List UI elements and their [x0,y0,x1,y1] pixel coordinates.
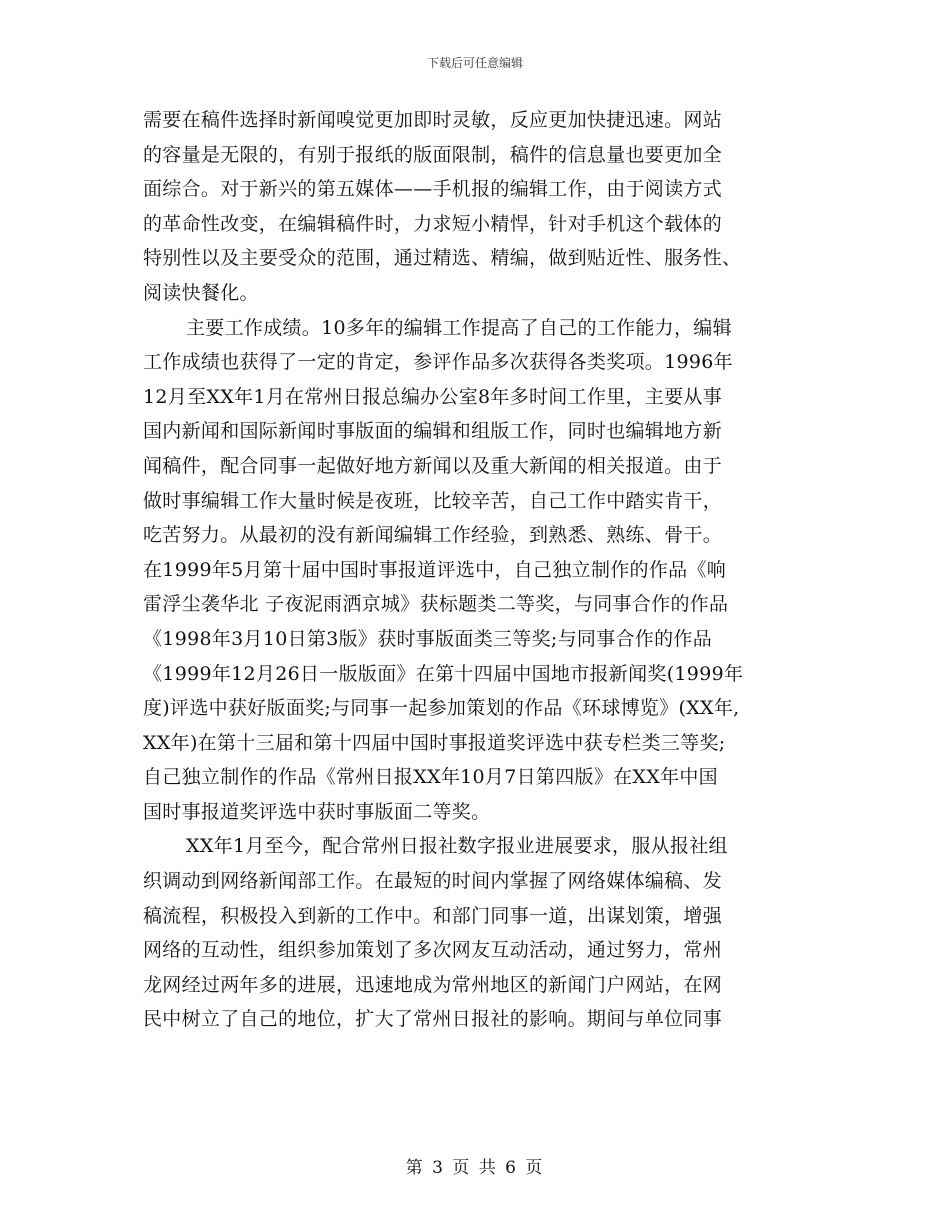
document-body [143,103,843,1037]
text-line: 《1998年3月10日第3版》获时事版面类三等奖;与同事合作的作品 [143,627,713,650]
text-line: 稿流程，积极投入到新的工作中。和部门同事一道，出谋划策，增强 [143,904,723,927]
text-line: 度)评选中获好版面奖;与同事一起参加策划的作品《环球博览》(XX年, [143,697,740,720]
text-line: 的容量是无限的，有别于报纸的版面限制，稿件的信息量也要更加全 [143,143,723,166]
text-line: 网络的互动性，组织参加策划了多次网友互动活动，通过努力，常州 [143,939,723,962]
page-number-footer: 第 3 页 共 6 页 [405,1158,545,1178]
paragraph-first-line: XX年1月至今，配合常州日报社数字报业进展要求，服从报社组 [186,835,728,858]
text-line: 国内新闻和国际新闻时事版面的编辑和组版工作，同时也编辑地方新 [143,420,723,443]
text-line: 吃苦努力。从最初的没有新闻编辑工作经验，到熟悉、熟练、骨干。 [143,524,723,547]
text-line: 国时事报道奖评选中获时事版面二等奖。 [143,800,491,823]
text-line: 的革命性改变，在编辑稿件时，力求短小精悍，针对手机这个载体的 [143,212,723,235]
page-header: 下载后可任意编辑 [426,56,523,70]
text-line: 特别性以及主要受众的范围，通过精选、精编，做到贴近性、服务性、 [143,247,742,270]
text-line: 民中树立了自己的地位，扩大了常州日报社的影响。期间与单位同事 [143,1008,723,1031]
text-line: 闻稿件，配合同事一起做好地方新闻以及重大新闻的相关报道。由于 [143,454,723,477]
text-line: 12月至XX年1月在常州日报总编办公室8年多时间工作里，主要从事 [143,385,723,408]
text-line: 需要在稿件选择时新闻嗅觉更加即时灵敏，反应更加快捷迅速。网站 [143,109,723,131]
text-line: 《1999年12月26日一版版面》在第十四届中国地市报新闻奖(1999年 [143,662,744,685]
text-line: 织调动到网络新闻部工作。在最短的时间内掌握了网络媒体编稿、发 [143,870,723,893]
paragraph-first-line: 主要工作成绩。10多年的编辑工作提高了自己的工作能力，编辑 [186,316,732,339]
text-line: 做时事编辑工作大量时候是夜班，比较辛苦，自己工作中踏实肯干， [143,489,723,512]
text-line: 雷浮尘袭华北 子夜泥雨洒京城》获标题类二等奖，与同事合作的作品 [143,593,729,616]
text-line: 工作成绩也获得了一定的肯定，参评作品多次获得各类奖项。1996年 [143,351,733,374]
text-line: 面综合。对于新兴的第五媒体——手机报的编辑工作，由于阅读方式 [143,178,723,201]
text-line: 阅读快餐化。 [143,281,259,304]
text-line: 龙网经过两年多的进展，迅速地成为常州地区的新闻门户网站，在网 [143,973,723,996]
text-line: 在1999年5月第十届中国时事报道评选中，自己独立制作的作品《响 [143,558,727,581]
text-line: XX年)在第十三届和第十四届中国时事报道奖评选中获专栏类三等奖; [143,731,726,754]
text-line: 自己独立制作的作品《常州日报XX年10月7日第四版》在XX年中国 [143,766,718,789]
